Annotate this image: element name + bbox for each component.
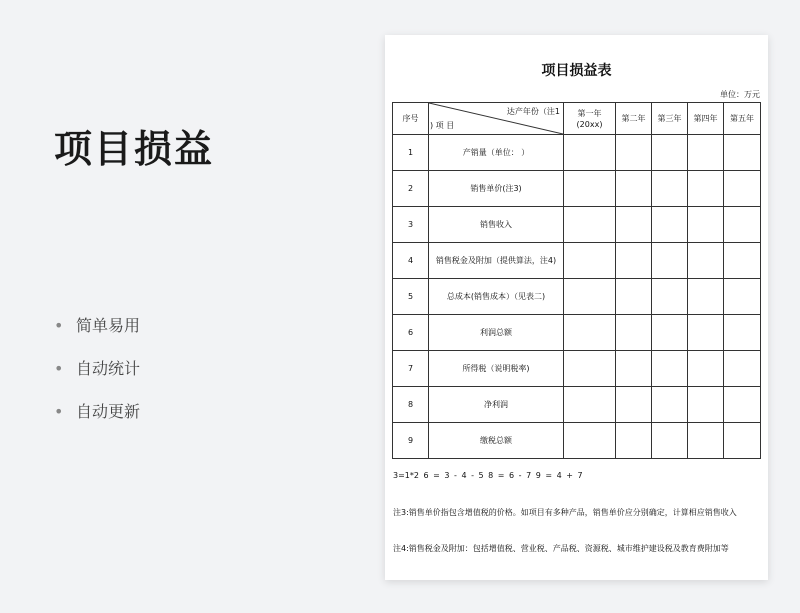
value-cell[interactable] — [616, 207, 652, 243]
header-year-2: 第二年 — [616, 103, 652, 135]
header-diagonal-cell — [429, 103, 564, 135]
bullet-icon: • — [54, 402, 64, 421]
value-cell[interactable] — [652, 423, 688, 459]
hero-title: 项目损益 — [54, 127, 215, 171]
document-title: 项目损益表 — [541, 63, 612, 79]
header-year-4: 第四年 — [688, 103, 724, 135]
feature-item — [54, 398, 140, 441]
value-cell[interactable] — [616, 279, 652, 315]
header-year-1: 第一年 (20xx) — [564, 103, 616, 135]
note-3: 注3:销售单价指包含增值税的价格。如项目有多种产品，销售单价应分别确定，计算相应销售收入 — [393, 508, 737, 517]
feature-item — [54, 355, 140, 398]
row-number: 4 — [393, 243, 429, 279]
row-item: 所得税（说明税率) — [429, 351, 564, 387]
row-number: 8 — [393, 387, 429, 423]
value-cell[interactable] — [724, 351, 761, 387]
header-year-3: 第三年 — [652, 103, 688, 135]
row-item: 净利润 — [429, 387, 564, 423]
value-cell[interactable] — [652, 135, 688, 171]
value-cell[interactable] — [724, 315, 761, 351]
value-cell[interactable] — [724, 171, 761, 207]
table-row — [393, 207, 761, 243]
unit-label: 单位：万元 — [720, 90, 760, 99]
row-item: 销售单价(注3) — [429, 171, 564, 207]
table-row — [393, 279, 761, 315]
value-cell[interactable] — [616, 135, 652, 171]
value-cell[interactable] — [724, 135, 761, 171]
row-number: 2 — [393, 171, 429, 207]
row-number: 5 — [393, 279, 429, 315]
value-cell[interactable] — [724, 207, 761, 243]
profit-loss-table — [392, 102, 761, 459]
value-cell[interactable] — [724, 423, 761, 459]
value-cell[interactable] — [724, 279, 761, 315]
table-header-row — [393, 103, 761, 135]
table-row — [393, 351, 761, 387]
value-cell[interactable] — [564, 243, 616, 279]
feature-label: 自动统计 — [76, 359, 141, 378]
value-cell[interactable] — [652, 171, 688, 207]
header-year-label: 达产年份（注1 — [506, 107, 560, 116]
row-item: 销售税金及附加（提供算法，注4) — [429, 243, 564, 279]
feature-label: 简单易用 — [76, 316, 141, 335]
value-cell[interactable] — [564, 135, 616, 171]
row-item: 销售收入 — [429, 207, 564, 243]
value-cell[interactable] — [688, 207, 724, 243]
row-item: 缴税总额 — [429, 423, 564, 459]
row-item: 利润总额 — [429, 315, 564, 351]
formula-note: 3=1*2 6 = 3 - 4 - 5 8 = 6 - 7 9 = 4 + 7 — [393, 471, 583, 480]
value-cell[interactable] — [616, 315, 652, 351]
value-cell[interactable] — [616, 423, 652, 459]
row-number: 1 — [393, 135, 429, 171]
value-cell[interactable] — [564, 171, 616, 207]
table-row — [393, 243, 761, 279]
value-cell[interactable] — [564, 207, 616, 243]
feature-list — [54, 312, 140, 441]
row-number: 7 — [393, 351, 429, 387]
document-page — [385, 35, 768, 580]
value-cell[interactable] — [616, 243, 652, 279]
value-cell[interactable] — [688, 351, 724, 387]
row-item: 产销量（单位： ） — [429, 135, 564, 171]
value-cell[interactable] — [652, 315, 688, 351]
value-cell[interactable] — [564, 423, 616, 459]
value-cell[interactable] — [724, 387, 761, 423]
header-item-label: ) 项 目 — [430, 121, 455, 130]
value-cell[interactable] — [724, 243, 761, 279]
value-cell[interactable] — [688, 171, 724, 207]
value-cell[interactable] — [688, 387, 724, 423]
table-row — [393, 423, 761, 459]
value-cell[interactable] — [652, 207, 688, 243]
row-number: 3 — [393, 207, 429, 243]
value-cell[interactable] — [688, 315, 724, 351]
value-cell[interactable] — [688, 243, 724, 279]
table-row — [393, 315, 761, 351]
row-number: 6 — [393, 315, 429, 351]
feature-label: 自动更新 — [76, 402, 141, 421]
header-year-5: 第五年 — [724, 103, 761, 135]
bullet-icon: • — [54, 359, 64, 378]
note-4: 注4:销售税金及附加：包括增值税、营业税、产品税、资源税、城市维护建设税及教育费附加等 — [393, 544, 729, 553]
table-row — [393, 387, 761, 423]
value-cell[interactable] — [652, 351, 688, 387]
value-cell[interactable] — [652, 279, 688, 315]
value-cell[interactable] — [652, 243, 688, 279]
value-cell[interactable] — [564, 315, 616, 351]
value-cell[interactable] — [652, 387, 688, 423]
value-cell[interactable] — [564, 351, 616, 387]
value-cell[interactable] — [688, 279, 724, 315]
value-cell[interactable] — [564, 279, 616, 315]
value-cell[interactable] — [616, 387, 652, 423]
value-cell[interactable] — [564, 387, 616, 423]
feature-item — [54, 312, 140, 355]
value-cell[interactable] — [616, 351, 652, 387]
table-row — [393, 135, 761, 171]
bullet-icon: • — [54, 316, 64, 335]
table-row — [393, 171, 761, 207]
header-seq: 序号 — [393, 103, 429, 135]
value-cell[interactable] — [688, 135, 724, 171]
value-cell[interactable] — [616, 171, 652, 207]
row-item: 总成本(销售成本）（见表二) — [429, 279, 564, 315]
row-number: 9 — [393, 423, 429, 459]
value-cell[interactable] — [688, 423, 724, 459]
